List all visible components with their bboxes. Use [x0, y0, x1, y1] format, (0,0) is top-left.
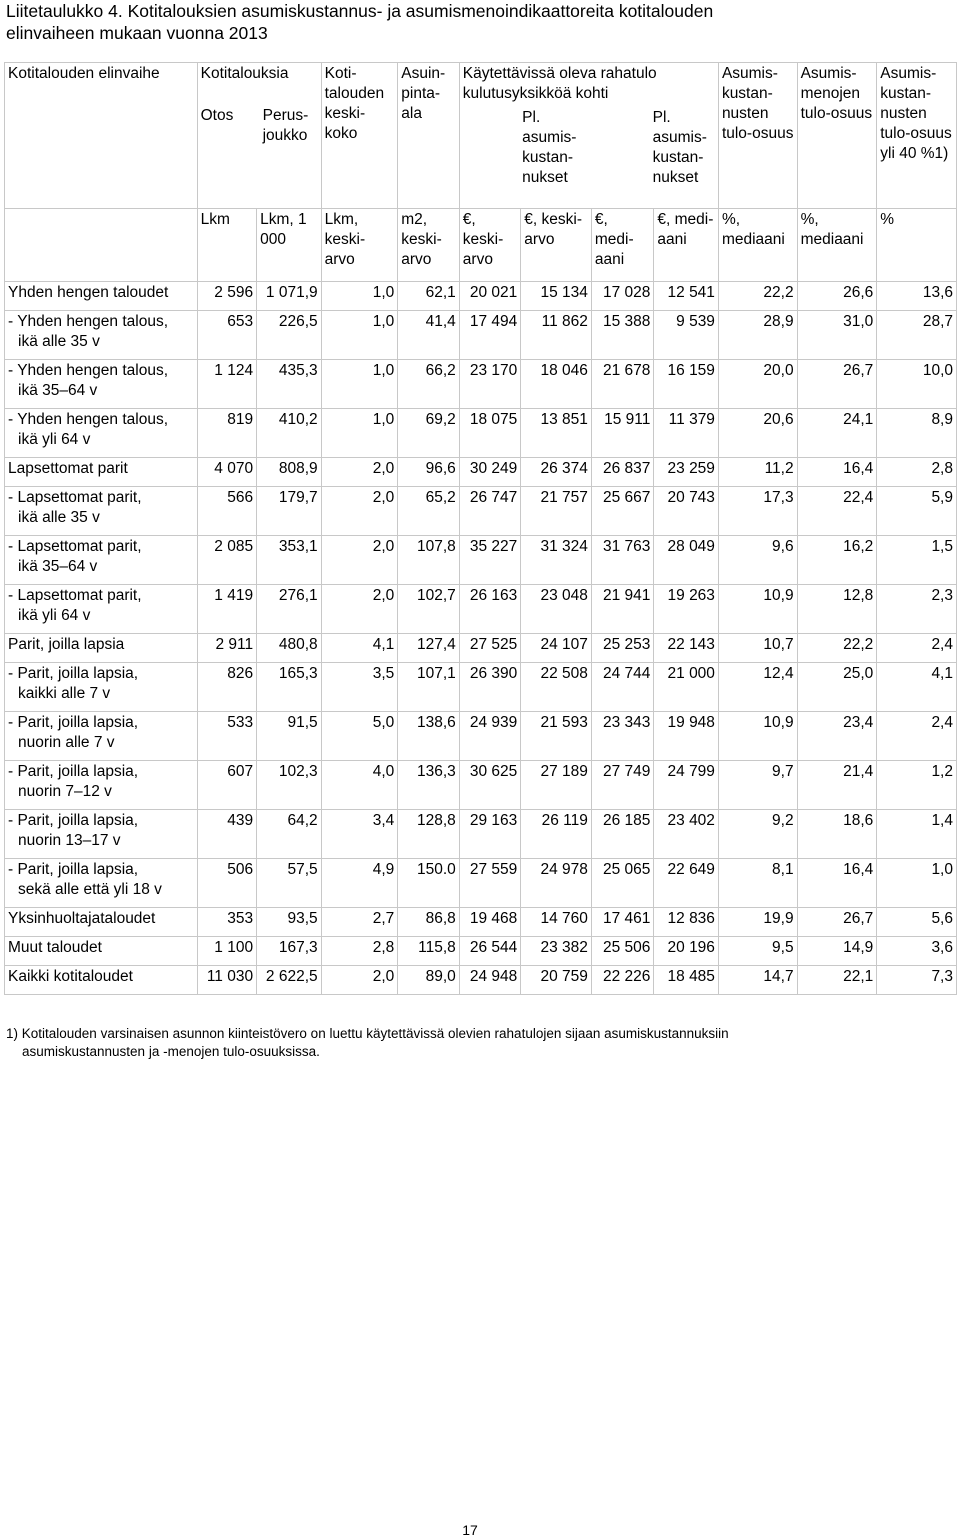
unit-perusjoukko: Lkm, 1 000	[257, 209, 322, 282]
table-cell: 9,7	[718, 761, 797, 810]
table-cell: 25 065	[591, 859, 654, 908]
table-cell: 533	[197, 712, 256, 761]
table-cell: 435,3	[257, 360, 322, 409]
table-cell: 18 075	[459, 409, 521, 458]
row-label	[5, 409, 198, 458]
table-cell: 22 649	[654, 859, 719, 908]
header-pl-asumis-2: Pl. asumis-kustan-nukset	[652, 109, 707, 186]
page-title	[6, 0, 956, 44]
table-cell: 353	[197, 908, 256, 937]
table-cell: 12,4	[718, 663, 797, 712]
table-cell: 826	[197, 663, 256, 712]
header-menojen-osuus: Asumis-menojen tulo-osuus	[797, 63, 877, 209]
table-cell: 5,0	[321, 712, 398, 761]
table-cell: 22,1	[797, 966, 877, 995]
data-table	[4, 62, 957, 995]
table-cell: 1 419	[197, 585, 256, 634]
table-cell: 21 941	[591, 585, 654, 634]
table-cell: 9 539	[654, 311, 719, 360]
table-cell: 8,1	[718, 859, 797, 908]
table-cell: 22,2	[718, 282, 797, 311]
table-cell: 18 046	[521, 360, 592, 409]
header-kust-osuus: Asumis-kustan-nusten tulo-osuus	[718, 63, 797, 209]
table-cell: 65,2	[398, 487, 460, 536]
table-row	[5, 458, 957, 487]
table-cell: 115,8	[398, 937, 460, 966]
table-cell: 2,0	[321, 536, 398, 585]
table-cell: 24 799	[654, 761, 719, 810]
table-cell: 1,2	[877, 761, 957, 810]
table-cell: 24 948	[459, 966, 521, 995]
table-cell: 26,6	[797, 282, 877, 311]
unit-tulo-md: €, medi-aani	[591, 209, 654, 282]
row-label	[5, 908, 198, 937]
table-cell: 96,6	[398, 458, 460, 487]
table-cell: 91,5	[257, 712, 322, 761]
table-cell: 13,6	[877, 282, 957, 311]
table-row	[5, 585, 957, 634]
table-cell: 136,3	[398, 761, 460, 810]
table-cell: 64,2	[257, 810, 322, 859]
table-cell: 20,0	[718, 360, 797, 409]
table-cell: 439	[197, 810, 256, 859]
unit-yli40: %	[877, 209, 957, 282]
table-cell: 28 049	[654, 536, 719, 585]
row-label	[5, 966, 198, 995]
table-cell: 23 048	[521, 585, 592, 634]
row-label	[5, 712, 198, 761]
row-label	[5, 859, 198, 908]
title-line-2: elinvaiheen mukaan vuonna 2013	[6, 23, 268, 43]
header-row	[5, 63, 957, 209]
table-cell: 653	[197, 311, 256, 360]
table-cell: 23 170	[459, 360, 521, 409]
row-label-line-2: ikä yli 64 v	[18, 607, 91, 624]
table-cell: 20 759	[521, 966, 592, 995]
table-cell: 16,2	[797, 536, 877, 585]
table-cell: 16,4	[797, 458, 877, 487]
table-cell: 18,6	[797, 810, 877, 859]
table-cell: 69,2	[398, 409, 460, 458]
header-pinta-ala: Asuin-pinta-ala	[398, 63, 460, 209]
row-label-line-2: ikä alle 35 v	[18, 333, 100, 350]
table-cell: 26,7	[797, 908, 877, 937]
table-cell: 26 837	[591, 458, 654, 487]
table-cell: 16 159	[654, 360, 719, 409]
table-cell: 167,3	[257, 937, 322, 966]
row-label	[5, 761, 198, 810]
table-cell: 2,8	[877, 458, 957, 487]
table-cell: 29 163	[459, 810, 521, 859]
table-cell: 93,5	[257, 908, 322, 937]
table-cell: 28,7	[877, 311, 957, 360]
row-label	[5, 810, 198, 859]
table-cell: 127,4	[398, 634, 460, 663]
table-cell: 2,3	[877, 585, 957, 634]
table-cell: 226,5	[257, 311, 322, 360]
header-yli40: Asumis-kustan-nusten tulo-osuus yli 40 %1)	[877, 63, 957, 209]
row-label-line-1: - Yhden hengen talous,	[8, 362, 169, 379]
row-label-line-2: sekä alle että yli 18 v	[18, 881, 162, 898]
table-cell: 2 085	[197, 536, 256, 585]
table-cell: 17,3	[718, 487, 797, 536]
table-cell: 22,2	[797, 634, 877, 663]
table-cell: 566	[197, 487, 256, 536]
table-cell: 15 134	[521, 282, 592, 311]
table-cell: 17 494	[459, 311, 521, 360]
table-cell: 86,8	[398, 908, 460, 937]
table-cell: 5,9	[877, 487, 957, 536]
table-cell: 1 071,9	[257, 282, 322, 311]
table-cell: 102,3	[257, 761, 322, 810]
row-label-line-1: - Lapsettomat parit,	[8, 538, 142, 555]
table-cell: 2,0	[321, 458, 398, 487]
table-cell: 506	[197, 859, 256, 908]
table-cell: 2,4	[877, 712, 957, 761]
row-label-line-1: - Parit, joilla lapsia,	[8, 812, 139, 829]
table-row	[5, 859, 957, 908]
table-row	[5, 663, 957, 712]
table-cell: 26 544	[459, 937, 521, 966]
table-cell: 20,6	[718, 409, 797, 458]
table-cell: 21 000	[654, 663, 719, 712]
table-cell: 2,0	[321, 966, 398, 995]
row-label	[5, 360, 198, 409]
table-cell: 819	[197, 409, 256, 458]
table-cell: 31,0	[797, 311, 877, 360]
table-cell: 11 862	[521, 311, 592, 360]
table-row	[5, 487, 957, 536]
row-label-line-1: - Lapsettomat parit,	[8, 587, 142, 604]
table-cell: 2,0	[321, 585, 398, 634]
table-cell: 31 324	[521, 536, 592, 585]
table-cell: 410,2	[257, 409, 322, 458]
table-cell: 66,2	[398, 360, 460, 409]
row-label	[5, 458, 198, 487]
table-cell: 102,7	[398, 585, 460, 634]
table-cell: 57,5	[257, 859, 322, 908]
table-cell: 4 070	[197, 458, 256, 487]
table-cell: 62,1	[398, 282, 460, 311]
table-cell: 16,4	[797, 859, 877, 908]
table-cell: 2 911	[197, 634, 256, 663]
table-cell: 3,6	[877, 937, 957, 966]
table-cell: 3,4	[321, 810, 398, 859]
table-cell: 2,4	[877, 634, 957, 663]
table-cell: 24 744	[591, 663, 654, 712]
table-cell: 10,7	[718, 634, 797, 663]
row-label-line-1: - Lapsettomat parit,	[8, 489, 142, 506]
header-rahatulo-label: Käytettävissä oleva rahatulo kulutusyksikköä kohti	[462, 65, 657, 102]
table-cell: 27 559	[459, 859, 521, 908]
row-label-line-2: ikä 35–64 v	[18, 558, 98, 575]
page-number: 17	[462, 1522, 478, 1538]
table-cell: 7,3	[877, 966, 957, 995]
table-cell: 27 525	[459, 634, 521, 663]
table-cell: 1,0	[877, 859, 957, 908]
table-row	[5, 311, 957, 360]
table-cell: 18 485	[654, 966, 719, 995]
table-cell: 607	[197, 761, 256, 810]
row-label-line-1: Yhden hengen taloudet	[8, 284, 169, 301]
unit-menojen-osuus: %, mediaani	[797, 209, 877, 282]
title-line-1: Liitetaulukko 4. Kotitalouksien asumiskustannus- ja asumismenoindikaattoreita kotitalouden	[6, 1, 714, 21]
table-cell: 25 506	[591, 937, 654, 966]
table-row	[5, 360, 957, 409]
table-row	[5, 634, 957, 663]
table-cell: 19 948	[654, 712, 719, 761]
table-cell: 3,5	[321, 663, 398, 712]
table-cell: 26 374	[521, 458, 592, 487]
table-cell: 17 028	[591, 282, 654, 311]
table-cell: 12 836	[654, 908, 719, 937]
table-cell: 21,4	[797, 761, 877, 810]
table-cell: 107,1	[398, 663, 460, 712]
table-cell: 89,0	[398, 966, 460, 995]
header-kotitalouksia-label: Kotitalouksia	[200, 65, 289, 82]
table-cell: 1,0	[321, 282, 398, 311]
unit-tulo-pl-md: €, medi-aani	[654, 209, 719, 282]
row-label-line-1: Parit, joilla lapsia	[8, 636, 125, 653]
unit-keskikoko: Lkm, keski-arvo	[321, 209, 398, 282]
table-cell: 27 189	[521, 761, 592, 810]
table-cell: 9,6	[718, 536, 797, 585]
table-cell: 138,6	[398, 712, 460, 761]
table-cell: 4,1	[877, 663, 957, 712]
row-label	[5, 663, 198, 712]
header-keskikoko: Koti-talouden keski-koko	[321, 63, 398, 209]
table-cell: 276,1	[257, 585, 322, 634]
table-cell: 26 390	[459, 663, 521, 712]
table-row	[5, 536, 957, 585]
table-cell: 8,9	[877, 409, 957, 458]
row-label-line-1: - Parit, joilla lapsia,	[8, 714, 139, 731]
table-cell: 15 911	[591, 409, 654, 458]
table-cell: 11 030	[197, 966, 256, 995]
table-cell: 9,5	[718, 937, 797, 966]
table-cell: 353,1	[257, 536, 322, 585]
table-cell: 1,0	[321, 360, 398, 409]
header-elinvaihe: Kotitalouden elinvaihe	[5, 63, 198, 209]
row-label-line-1: - Parit, joilla lapsia,	[8, 763, 139, 780]
table-cell: 165,3	[257, 663, 322, 712]
footnote-line-2: asumiskustannusten ja -menojen tulo-osuuksissa.	[22, 1044, 320, 1059]
table-cell: 24 939	[459, 712, 521, 761]
table-cell: 5,6	[877, 908, 957, 937]
table-cell: 28,9	[718, 311, 797, 360]
row-label-line-1: - Yhden hengen talous,	[8, 313, 169, 330]
table-cell: 20 021	[459, 282, 521, 311]
table-cell: 1 124	[197, 360, 256, 409]
table-cell: 2,8	[321, 937, 398, 966]
table-row	[5, 810, 957, 859]
table-cell: 23 402	[654, 810, 719, 859]
table-cell: 11,2	[718, 458, 797, 487]
table-cell: 14 760	[521, 908, 592, 937]
unit-pinta-ala: m2, keski-arvo	[398, 209, 460, 282]
table-cell: 4,1	[321, 634, 398, 663]
table-cell: 9,2	[718, 810, 797, 859]
table-cell: 30 625	[459, 761, 521, 810]
row-label-line-2: kaikki alle 7 v	[18, 685, 111, 702]
table-cell: 35 227	[459, 536, 521, 585]
row-label-line-1: - Parit, joilla lapsia,	[8, 665, 139, 682]
table-cell: 21 678	[591, 360, 654, 409]
header-perusjoukko: Perus-joukko	[262, 107, 309, 144]
table-row	[5, 409, 957, 458]
footnote-line-1: 1) Kotitalouden varsinaisen asunnon kiinteistövero on luettu käytettävissä olevien rahatulojen sijaan asumiskustannuksiin	[6, 1026, 729, 1041]
header-rahatulo	[459, 63, 718, 209]
table-cell: 10,9	[718, 712, 797, 761]
table-cell: 23,4	[797, 712, 877, 761]
row-label	[5, 487, 198, 536]
table-cell: 1,4	[877, 810, 957, 859]
table-cell: 150.0	[398, 859, 460, 908]
row-label-line-2: ikä yli 64 v	[18, 431, 91, 448]
table-cell: 4,9	[321, 859, 398, 908]
table-cell: 19,9	[718, 908, 797, 937]
table-cell: 128,8	[398, 810, 460, 859]
table-cell: 25 667	[591, 487, 654, 536]
table-row	[5, 761, 957, 810]
table-cell: 480,8	[257, 634, 322, 663]
table-cell: 2 622,5	[257, 966, 322, 995]
table-cell: 26 185	[591, 810, 654, 859]
table-cell: 179,7	[257, 487, 322, 536]
row-label	[5, 311, 198, 360]
table-cell: 1,0	[321, 311, 398, 360]
table-cell: 22 143	[654, 634, 719, 663]
table-cell: 21 757	[521, 487, 592, 536]
units-row	[5, 209, 957, 282]
footnote	[6, 1025, 946, 1061]
table-cell: 25 253	[591, 634, 654, 663]
table-row	[5, 712, 957, 761]
table-cell: 23 343	[591, 712, 654, 761]
table-cell: 31 763	[591, 536, 654, 585]
row-label-line-2: nuorin 13–17 v	[18, 832, 121, 849]
row-label	[5, 536, 198, 585]
table-cell: 12,8	[797, 585, 877, 634]
table-cell: 1 100	[197, 937, 256, 966]
header-kotitalouksia	[197, 63, 321, 209]
table-cell: 22 508	[521, 663, 592, 712]
row-label-line-1: Kaikki kotitaloudet	[8, 968, 133, 985]
row-label-line-1: Yksinhuoltajataloudet	[8, 910, 156, 927]
table-cell: 14,9	[797, 937, 877, 966]
table-cell: 25,0	[797, 663, 877, 712]
table-cell: 23 382	[521, 937, 592, 966]
table-row	[5, 966, 957, 995]
row-label-line-2: nuorin alle 7 v	[18, 734, 115, 751]
table-cell: 4,0	[321, 761, 398, 810]
table-cell: 41,4	[398, 311, 460, 360]
table-cell: 26 163	[459, 585, 521, 634]
table-cell: 24 107	[521, 634, 592, 663]
row-label-line-2: nuorin 7–12 v	[18, 783, 112, 800]
table-cell: 2,7	[321, 908, 398, 937]
table-cell: 19 263	[654, 585, 719, 634]
row-label-line-1: Lapsettomat parit	[8, 460, 128, 477]
table-row	[5, 937, 957, 966]
table-cell: 10,9	[718, 585, 797, 634]
row-label	[5, 634, 198, 663]
table-cell: 17 461	[591, 908, 654, 937]
table-cell: 24 978	[521, 859, 592, 908]
unit-tulo-pl-ka: €, keski-arvo	[521, 209, 592, 282]
unit-tulo-ka: €, keski-arvo	[459, 209, 521, 282]
table-cell: 1,0	[321, 409, 398, 458]
header-otos: Otos	[200, 107, 234, 124]
table-cell: 30 249	[459, 458, 521, 487]
table-cell: 107,8	[398, 536, 460, 585]
table-row	[5, 282, 957, 311]
table-cell: 20 743	[654, 487, 719, 536]
table-cell: 11 379	[654, 409, 719, 458]
table-cell: 13 851	[521, 409, 592, 458]
unit-kust-osuus: %, mediaani	[718, 209, 797, 282]
table-cell: 27 749	[591, 761, 654, 810]
table-cell: 26 119	[521, 810, 592, 859]
row-label-line-1: - Parit, joilla lapsia,	[8, 861, 139, 878]
header-pl-asumis-1: Pl. asumis-kustan-nukset	[522, 109, 577, 186]
row-label-line-2: ikä 35–64 v	[18, 382, 98, 399]
table-cell: 808,9	[257, 458, 322, 487]
table-cell: 15 388	[591, 311, 654, 360]
table-cell: 14,7	[718, 966, 797, 995]
table-row	[5, 908, 957, 937]
table-cell: 20 196	[654, 937, 719, 966]
table-cell: 26 747	[459, 487, 521, 536]
table-cell: 26,7	[797, 360, 877, 409]
table-cell: 10,0	[877, 360, 957, 409]
row-label-line-1: - Yhden hengen talous,	[8, 411, 169, 428]
table-cell: 22,4	[797, 487, 877, 536]
table-cell: 24,1	[797, 409, 877, 458]
row-label	[5, 282, 198, 311]
table-cell: 2 596	[197, 282, 256, 311]
table-cell: 12 541	[654, 282, 719, 311]
row-label-line-2: ikä alle 35 v	[18, 509, 100, 526]
row-label-line-1: Muut taloudet	[8, 939, 102, 956]
table-cell: 2,0	[321, 487, 398, 536]
table-cell: 1,5	[877, 536, 957, 585]
row-label	[5, 585, 198, 634]
unit-otos: Lkm	[197, 209, 256, 282]
table-cell: 21 593	[521, 712, 592, 761]
table-cell: 19 468	[459, 908, 521, 937]
table-cell: 23 259	[654, 458, 719, 487]
row-label	[5, 937, 198, 966]
table-cell: 22 226	[591, 966, 654, 995]
